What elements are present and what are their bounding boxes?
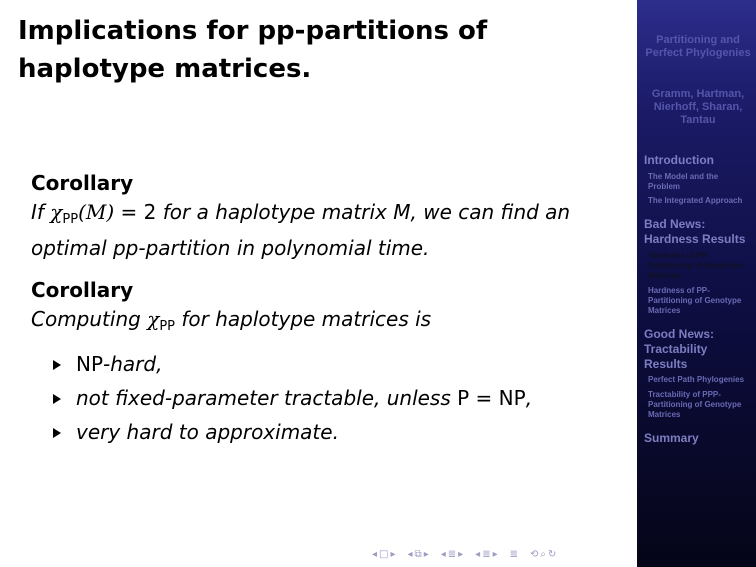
text-rest: for a haplotype matrix M, we can find an optimal pp-partition in polynomial time. <box>31 200 571 260</box>
bullet-triangle-icon <box>53 428 61 438</box>
sidebar-item-hardness-haplotype[interactable]: Hardness of PP-Partitioning of Haplotype Matrices <box>648 251 744 280</box>
corollary-body <box>31 198 621 262</box>
text-lead-post: for haplotype matrices is <box>175 307 432 331</box>
sidebar-title[interactable]: Partitioning and Perfect Phylogenies <box>645 34 751 59</box>
prev-section-icon[interactable]: ◂ <box>475 549 481 560</box>
list-item <box>31 415 621 449</box>
bullet-triangle-icon <box>53 360 61 370</box>
prev-subsection-icon[interactable]: ◂ <box>440 549 446 560</box>
forward-icon[interactable]: ↻ <box>548 549 557 560</box>
list-item <box>31 381 621 415</box>
item-post: , <box>525 386 533 410</box>
next-frame-icon[interactable]: ▸ <box>423 549 429 560</box>
corollary-list <box>31 347 621 449</box>
sidebar-section-bad-news[interactable]: Bad News: Hardness Results <box>644 217 746 246</box>
corollary-block-1 <box>31 170 621 262</box>
chi-subscript: PP <box>159 319 175 334</box>
navigation-bar <box>372 548 556 562</box>
sidebar-section-summary[interactable]: Summary <box>644 431 699 445</box>
sidebar <box>637 0 756 567</box>
subsection-icon[interactable]: ≣ <box>447 549 457 560</box>
next-section-icon[interactable]: ▸ <box>492 549 498 560</box>
math-eq: = 2 <box>114 200 157 224</box>
corollary-heading: Corollary <box>31 278 134 302</box>
sidebar-section-introduction[interactable]: Introduction <box>644 153 714 167</box>
prev-frame-icon[interactable]: ◂ <box>407 549 413 560</box>
item-up: P = NP <box>457 386 526 410</box>
item-up: NP <box>76 352 104 376</box>
chi-subscript: PP <box>62 212 79 227</box>
toc-icon[interactable]: ≣ <box>509 549 519 560</box>
sidebar-item-tractability[interactable]: Tractability of PPP-Partitioning of Genotype Matrices <box>648 390 742 419</box>
corollary-body <box>31 305 621 341</box>
math-m: (M) <box>78 200 115 224</box>
text-if: If <box>31 200 51 224</box>
item-text: not fixed-parameter tractable, unless <box>76 386 458 410</box>
search-icon[interactable]: ⌕ <box>540 549 547 560</box>
sidebar-item-integrated[interactable]: The Integrated Approach <box>648 196 743 205</box>
slide-icon[interactable]: □ <box>379 549 389 560</box>
slide-title: Implications for pp-partitions of haplotype matrices. <box>18 16 488 84</box>
corollary-heading: Corollary <box>31 171 134 195</box>
chi-symbol: χ <box>50 200 63 224</box>
prev-slide-icon[interactable]: ◂ <box>372 549 378 560</box>
sidebar-item-hardness-genotype[interactable]: Hardness of PP-Partitioning of Genotype Matrices <box>648 286 742 315</box>
sidebar-item-perfect-path[interactable]: Perfect Path Phylogenies <box>648 375 745 384</box>
next-slide-icon[interactable]: ▸ <box>390 549 396 560</box>
sidebar-authors[interactable]: Gramm, Hartman, Nierhoff, Sharan, Tantau <box>651 88 745 126</box>
sidebar-item-model[interactable]: The Model and the Problem <box>648 172 719 191</box>
back-icon[interactable]: ⟲ <box>530 549 539 560</box>
sidebar-section-good-news[interactable]: Good News: Tractability Results <box>644 327 715 371</box>
frame-icon[interactable]: ⧉ <box>414 549 422 560</box>
bullet-triangle-icon <box>53 394 61 404</box>
list-item <box>31 347 621 381</box>
item-text: -hard, <box>103 352 163 376</box>
item-text: very hard to approximate. <box>76 420 339 444</box>
section-icon[interactable]: ≣ <box>482 549 491 560</box>
chi-symbol: χ <box>147 307 160 331</box>
corollary-block-2 <box>31 277 621 449</box>
next-subsection-icon[interactable]: ▸ <box>458 549 464 560</box>
text-lead: Computing <box>31 307 148 331</box>
